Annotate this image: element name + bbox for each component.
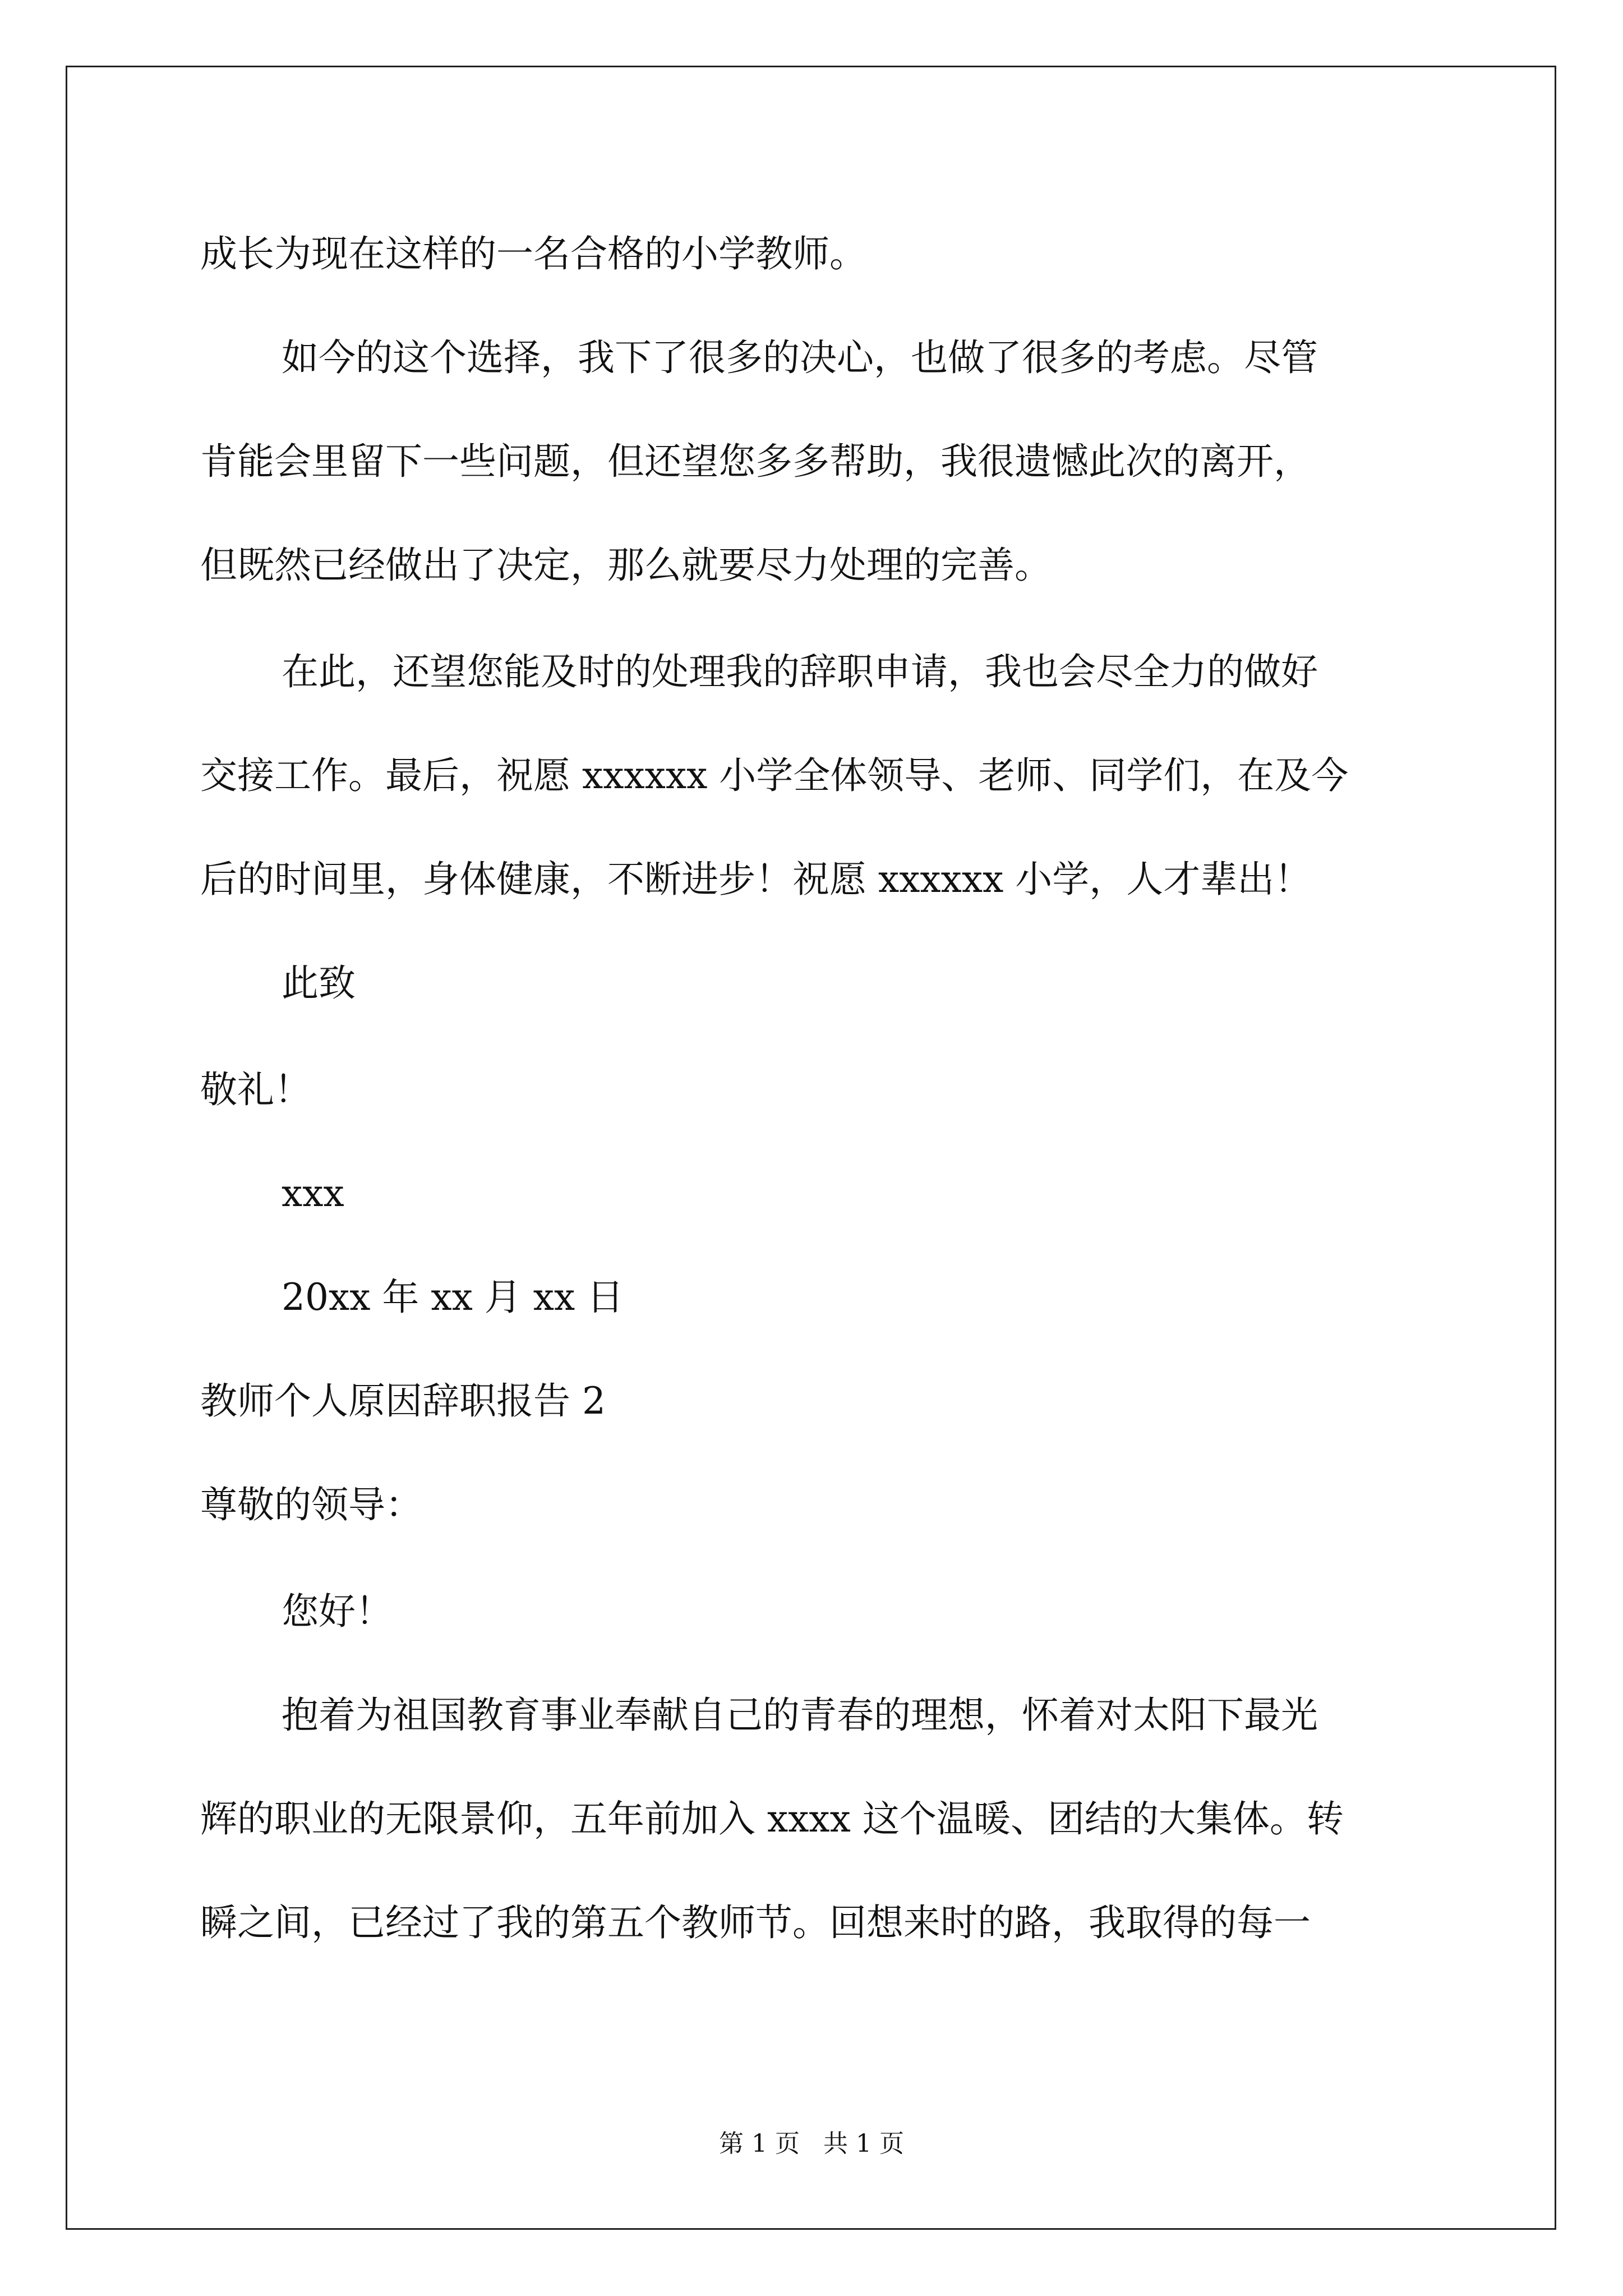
body-text-line: 抱着为祖国教育事业奉献自己的青春的理想，怀着对太阳下最光 bbox=[282, 1694, 1318, 1737]
body-text-line: 在此，还望您能及时的处理我的辞职申请，我也会尽全力的做好 bbox=[282, 650, 1318, 693]
signature-date: 20xx 年 xx 月 xx 日 bbox=[282, 1276, 624, 1319]
body-text-line: 但既然已经做出了决定，那么就要尽力处理的完善。 bbox=[200, 544, 1052, 587]
closing-salutation: 此致 bbox=[282, 961, 356, 1005]
body-text-line: 瞬之间，已经过了我的第五个教师节。回想来时的路，我取得的每一 bbox=[200, 1901, 1311, 1944]
body-text-line: 如今的这个选择，我下了很多的决心，也做了很多的考虑。尽管 bbox=[282, 336, 1318, 379]
page-footer: 第 1 页 共 1 页 bbox=[719, 2129, 904, 2158]
section-heading: 教师个人原因辞职报告 2 bbox=[200, 1379, 606, 1423]
closing-regards: 敬礼！ bbox=[200, 1068, 311, 1111]
letter-salutation: 尊敬的领导： bbox=[200, 1483, 422, 1526]
body-text-line: 辉的职业的无限景仰，五年前加入 xxxx 这个温暖、团结的大集体。转 bbox=[200, 1797, 1344, 1841]
signature-name: xxx bbox=[282, 1172, 344, 1215]
body-text-line: 交接工作。最后，祝愿 xxxxxx 小学全体领导、老师、同学们，在及今 bbox=[200, 754, 1349, 797]
body-text-line: 后的时间里，身体健康，不断进步！祝愿 xxxxxx 小学，人才辈出！ bbox=[200, 858, 1312, 901]
body-text-line: 成长为现在这样的一名合格的小学教师。 bbox=[200, 232, 866, 275]
body-text-line: 肯能会里留下一些问题，但还望您多多帮助，我很遗憾此次的离开， bbox=[200, 440, 1311, 483]
greeting: 您好！ bbox=[282, 1590, 393, 1633]
